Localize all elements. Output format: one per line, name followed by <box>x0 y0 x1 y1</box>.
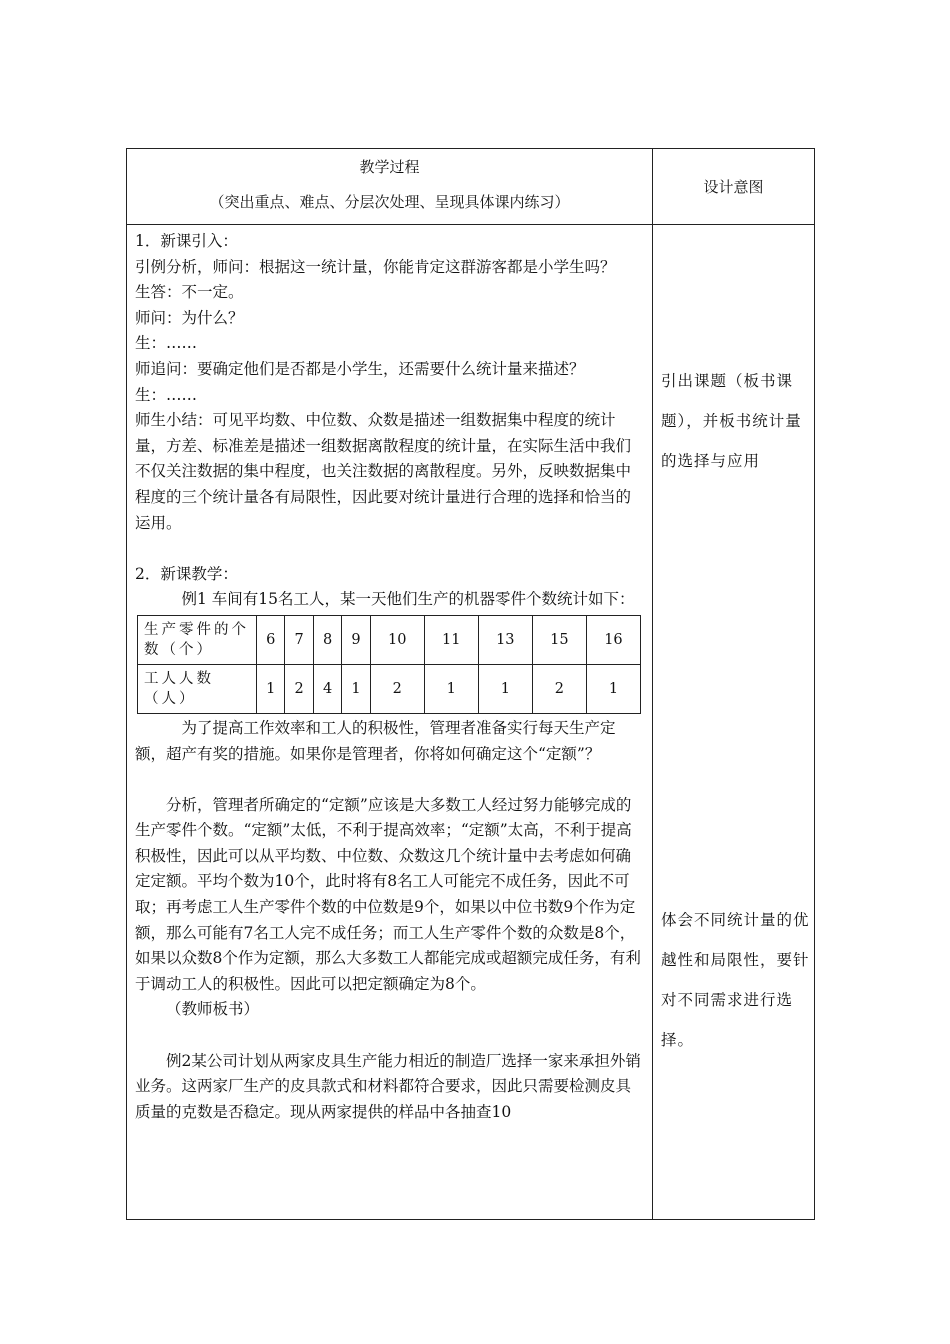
design-intent-note-2: 体会不同统计量的优越性和局限性，要针对不同需求进行选择。 <box>661 911 810 1049</box>
table-cell: 16 <box>586 615 640 664</box>
lesson-plan-table <box>126 148 815 1220</box>
paragraph: 师生小结：可见平均数、中位数、众数是描述一组数据集中程度的统计量，方差、标准差是描述一组数据离散程度的统计量，在实际生活中我们不仅关注数据的集中程度，也关注数据的离散程度。另外，反映数据集中程度的三个统计量各有局限性，因此要对统计量进行合理的选择和恰当的运用。 <box>135 411 632 532</box>
paragraph: 生：…… <box>135 334 198 353</box>
table-cell: 15 <box>532 615 586 664</box>
column-divider <box>652 149 653 1219</box>
table-cell: 13 <box>478 615 532 664</box>
table-cell: 8 <box>313 615 341 664</box>
paragraph: 师问：为什么？ <box>135 308 244 327</box>
table-cell: 2 <box>370 664 424 713</box>
table-cell: 1 <box>424 664 478 713</box>
paragraph: 师追问：要确定他们是否都是小学生，还需要什么统计量来描述？ <box>135 359 585 378</box>
teacher-note: （教师板书） <box>166 1000 260 1019</box>
analysis-paragraph: 分析，管理者所确定的“定额”应该是大多数工人经过努力能够完成的生产零件个数。“定额”太低，不利于提高效率；“定额”太高，不利于提高积极性，因此可以从平均数、中位数、众数这几个统计量中去考虑如何确定定额。平均个数为10个，此时将有8名工人可能完不成任务，因此不可取；再考虑工人生产零件个数的中位数是9个，如果以中位书数9个作为定额，那么可能有7名工人完不成任务；而工人生产零件个数的众数是8个，如果以众数8个作为定额，那么大多数工人都能完成或超额完成任务，有利于调动工人的积极性。因此可以把定额确定为8个。 <box>135 795 641 993</box>
table-cell: 10 <box>370 615 424 664</box>
example-1-text: 例1 车间有15名工人，某一天他们生产的机器零件个数统计如下： <box>181 590 635 609</box>
table-cell: 2 <box>532 664 586 713</box>
table-cell: 6 <box>257 615 285 664</box>
example-2-text: 例2某公司计划从两家皮具生产能力相近的制造厂选择一家来承担外销业务。这两家厂生产的皮具款式和材料都符合要求，因此只需要检测皮具质量的克数是否稳定。现从两家提供的样品中各抽查10 <box>135 1051 641 1121</box>
paragraph: 生答：不一定。 <box>135 283 244 302</box>
table-cell: 1 <box>342 664 370 713</box>
teaching-process-header <box>127 149 652 224</box>
table-cell: 2 <box>285 664 313 713</box>
paragraph: 生：…… <box>135 385 198 404</box>
row-header-workers: 工人人数（人） <box>138 664 257 713</box>
section-2-heading: 2．新课教学： <box>135 564 238 583</box>
table-row <box>138 615 641 664</box>
table-cell: 1 <box>478 664 532 713</box>
table-cell: 9 <box>342 615 370 664</box>
table-row <box>138 664 641 713</box>
teaching-process-body <box>135 229 645 1125</box>
header-divider <box>127 224 814 225</box>
design-intent-header: 设计意图 <box>703 178 764 196</box>
teaching-process-subtitle: （突出重点、难点、分层次处理、呈现具体课内练习） <box>209 193 570 211</box>
row-header-parts: 生产零件的个数（个） <box>138 615 257 664</box>
table-cell: 4 <box>313 664 341 713</box>
table-cell: 1 <box>586 664 640 713</box>
table-cell: 1 <box>257 664 285 713</box>
design-intent-note-1: 引出课题（板书课题），并板书统计量的选择与应用 <box>661 372 802 470</box>
table-cell: 7 <box>285 615 313 664</box>
parts-data-table <box>137 615 641 714</box>
paragraph: 为了提高工作效率和工人的积极性，管理者准备实行每天生产定额，超产有奖的措施。如果你是管理者，你将如何确定这个“定额”？ <box>135 718 616 763</box>
paragraph: 引例分析，师问：根据这一统计量，你能肯定这群游客都是小学生吗？ <box>135 257 616 276</box>
section-1-heading: 1．新课引入： <box>135 232 238 250</box>
teaching-process-title: 教学过程 <box>359 158 420 176</box>
table-cell: 11 <box>424 615 478 664</box>
